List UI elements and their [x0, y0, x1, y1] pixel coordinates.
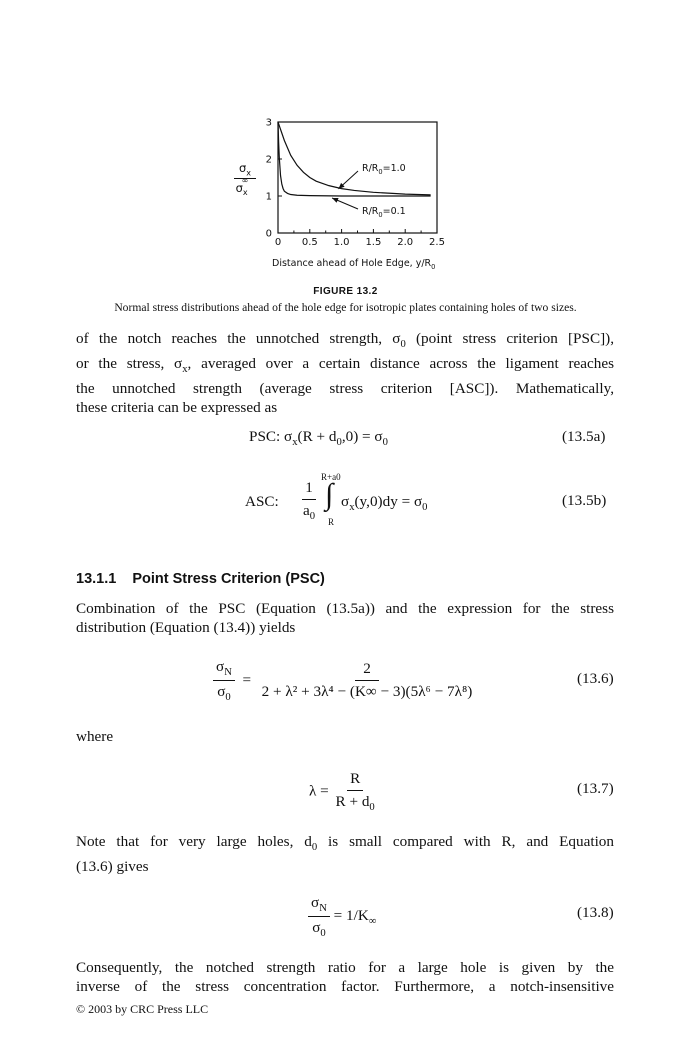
x-tick-label: 1.5: [365, 237, 382, 248]
equation-number-13-5a: (13.5a): [562, 428, 606, 445]
x-tick-label: 2.5: [429, 237, 445, 248]
y-tick-label: 2: [265, 154, 272, 166]
equation-13-5b: ASC: $\frac{1}{a_0}$ R+a0 ∫ R $\sigma_x(y,0)dy = \sigma_0$: [245, 472, 428, 527]
equation-number-13-8: (13.8): [577, 904, 614, 921]
y-axis-label: $\sigma_x$ $\sigma_x^\infty$: [234, 161, 256, 197]
equation-number-13-5b: (13.5b): [562, 492, 607, 509]
equation-13-5a: PSC: $\sigma_x(R + d_0,0) = \sigma_0$: [249, 428, 388, 449]
copyright-footer: © 2003 by CRC Press LLC: [76, 1002, 209, 1016]
y-tick-label: 1: [265, 191, 272, 203]
x-tick-label: 2.0: [397, 237, 414, 248]
equation-number-13-7: (13.7): [577, 780, 614, 797]
equation-13-6: $\frac{\sigma_N}{\sigma_0}$ = $\frac{2}{\text{2 + λ² + 3λ⁴ − (K∞ − 3)(5λ⁶ − 7λ⁸)}}$: [213, 658, 475, 703]
equation-13-7: λ = $\frac{R}{R + d_0}$: [309, 770, 375, 814]
paragraph-criteria: of the notch reaches the unnotched strength, $\sigma_0$ (point stress criterion [PSC]), or the stress, $\sigma_x$, averaged over a certain distance across the ligament reaches the unnotched strength (average stress criterion [ASC]). Mathematically, these criteria can be expressed as: [76, 330, 614, 417]
series-line-r1: [278, 122, 431, 195]
y-tick-label: 0: [265, 228, 272, 240]
x-axis-label: Distance ahead of Hole Edge, $y/R_0$: [272, 258, 436, 271]
x-tick-label: 0.5: [301, 237, 318, 248]
equation-13-8: $\frac{\sigma_N}{\sigma_0}$ = $1/K_\infty$: [308, 894, 376, 939]
curve-label-r1: $R/R_0=1.0$: [362, 163, 406, 176]
figure: [220, 108, 470, 278]
paragraph-consequently: Consequently, the notched strength ratio for a large hole is given by the inverse of the stress concentration factor. Furthermore, a notch-insensitive: [76, 959, 614, 995]
curve-label-r01: $R/R_0=0.1$: [362, 206, 406, 219]
figure-caption-text: Normal stress distributions ahead of the hole edge for isotropic plates containing holes of two sizes.: [114, 301, 577, 314]
where-text: where: [76, 728, 114, 745]
paragraph-combination: Combination of the PSC (Equation (13.5a)) and the expression for the stress distribution (Equation (13.4)) yields: [76, 600, 614, 636]
x-tick-label: 1.0: [333, 237, 350, 248]
equation-number-13-6: (13.6): [577, 670, 614, 687]
figure-caption-title: FIGURE 13.2: [313, 286, 378, 297]
section-heading: 13.1.1 Point Stress Criterion (PSC): [76, 571, 325, 587]
paragraph-large-holes: Note that for very large holes, $d_0$ is small compared with R, and Equation (13.6) gives: [76, 833, 614, 876]
stress-chart: [220, 108, 470, 278]
y-tick-label: 3: [265, 117, 272, 129]
x-tick-label: 0: [274, 237, 282, 248]
series-line-r01: [278, 122, 431, 196]
plot-frame: [278, 122, 437, 233]
integral-sign: ∫: [325, 478, 334, 511]
